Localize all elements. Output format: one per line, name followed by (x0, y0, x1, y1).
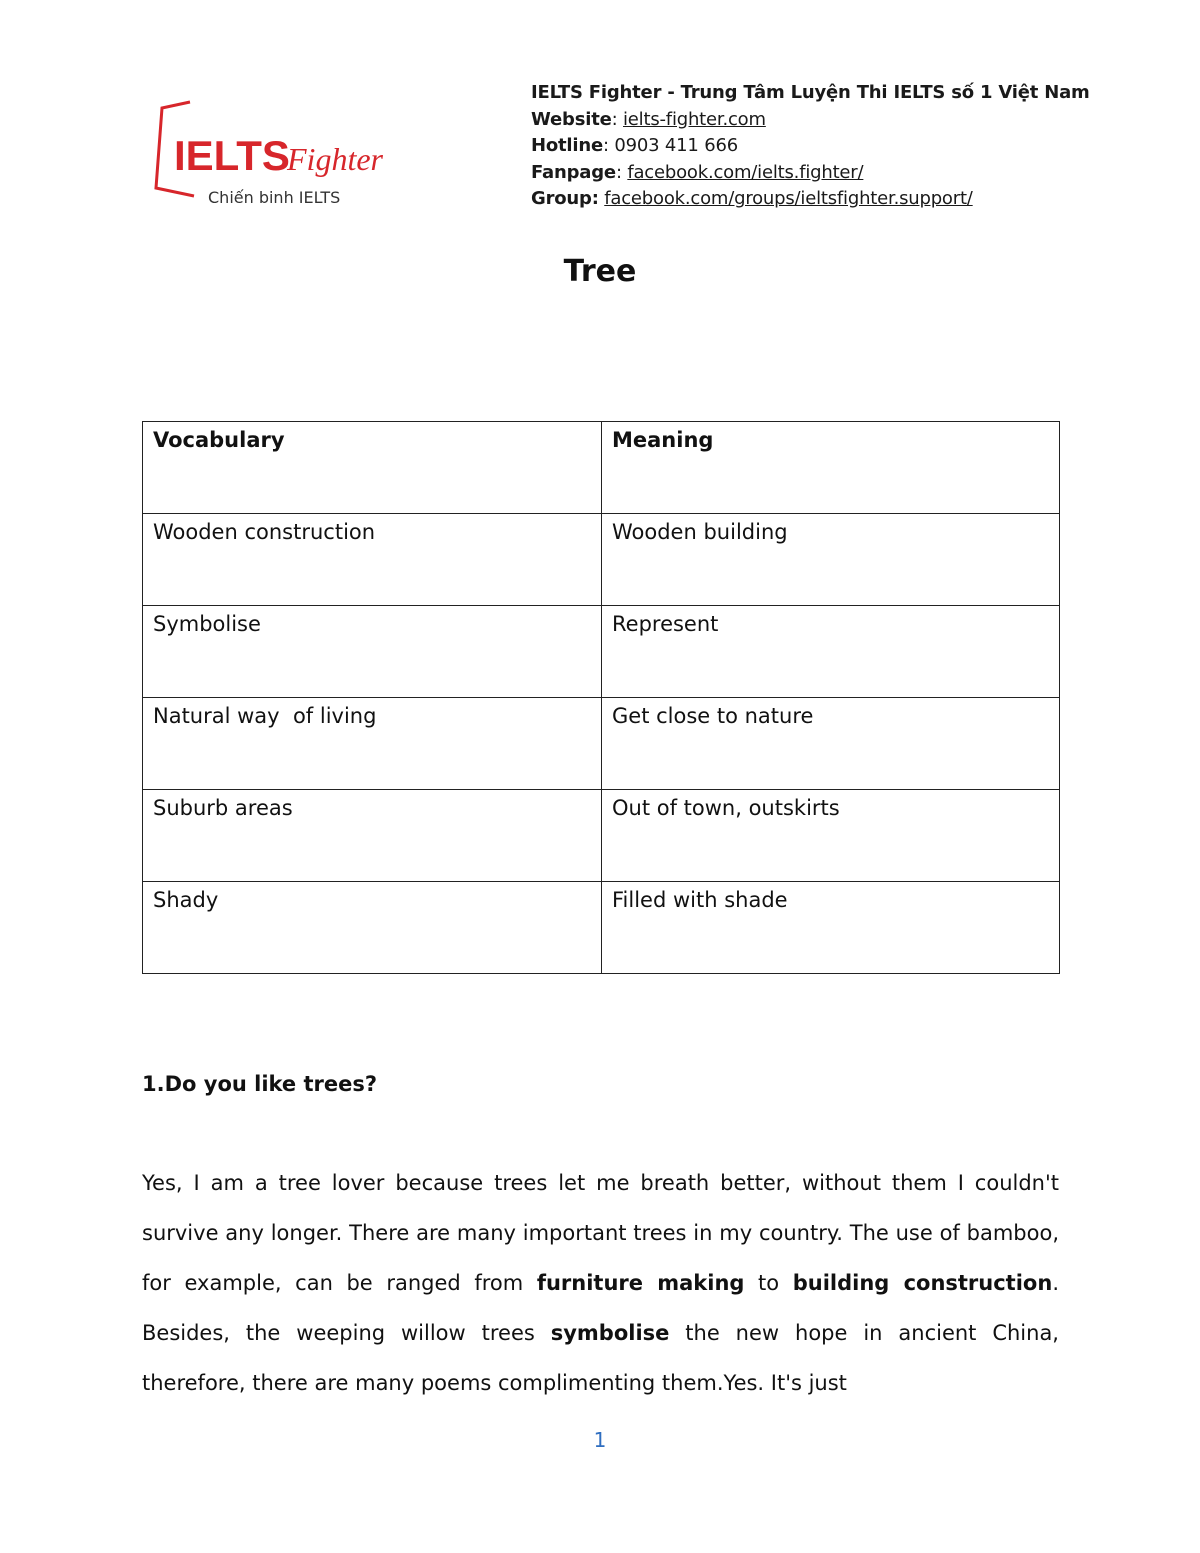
answer-paragraph: Yes, I am a tree lover because trees let me breath better, without them I couldn't survive any longer. There are many important trees in my country. The use of bamboo, for example, can be ranged from furniture making to building construction. Besides, the weeping willow trees symbolise the new hope in ancient China, therefore, there are many poems complimenting them.Yes. It's just (142, 1171, 1059, 1395)
table-row (143, 790, 1060, 882)
table-row (143, 606, 1060, 698)
group-label: Group: (531, 188, 599, 210)
header-meaning: Meaning (602, 422, 1060, 514)
header-vocabulary: Vocabulary (143, 422, 602, 514)
document-title: Tree (563, 254, 637, 289)
table-row (143, 882, 1060, 974)
header-contact-info (531, 80, 1090, 213)
vocab-cell: Shady (143, 882, 602, 974)
meaning-cell: Out of town, outskirts (602, 790, 1060, 882)
fanpage-link[interactable]: facebook.com/ielts.fighter/ (627, 161, 864, 183)
table-row (143, 698, 1060, 790)
vocab-cell: Wooden construction (143, 514, 602, 606)
vocab-cell: Natural way of living (143, 698, 602, 790)
website-link[interactable]: ielts-fighter.com (623, 108, 766, 130)
logo-tagline: Chiến binh IELTS (208, 188, 341, 207)
website-line: Website: ielts-fighter.com (531, 108, 766, 130)
logo-fighter-text: Fighter (287, 141, 383, 177)
logo-ielts-text: IELTS (174, 132, 290, 179)
vocab-cell: Symbolise (143, 606, 602, 698)
highlight-symbolise: symbolise (550, 1321, 670, 1345)
highlight-building-construction: building construction (792, 1271, 1053, 1295)
hotline-label: Hotline (531, 135, 603, 157)
question-heading: 1.Do you like trees? (142, 1072, 378, 1096)
table-header-row (143, 422, 1060, 514)
group-line (531, 186, 1090, 213)
header-title-line: IELTS Fighter - Trung Tâm Luyện Thi IELTS số 1 Việt Nam (531, 82, 1090, 103)
fanpage-label: Fanpage (531, 161, 616, 183)
ielts-fighter-logo (150, 100, 420, 212)
meaning-cell: Represent (602, 606, 1060, 698)
group-link[interactable]: facebook.com/groups/ieltsfighter.support/ (604, 188, 973, 210)
table-row (143, 514, 1060, 606)
page-number: 1 (593, 1428, 607, 1452)
hotline-value: 0903 411 666 (614, 135, 738, 157)
highlight-furniture-making: furniture making (536, 1271, 745, 1295)
meaning-cell: Wooden building (602, 514, 1060, 606)
vocabulary-table (142, 421, 1060, 974)
hotline-line: Hotline: 0903 411 666 (531, 135, 738, 157)
fanpage-line: Fanpage: facebook.com/ielts.fighter/ (531, 161, 864, 183)
meaning-cell: Get close to nature (602, 698, 1060, 790)
meaning-cell: Filled with shade (602, 882, 1060, 974)
website-label: Website (531, 108, 612, 130)
vocab-cell: Suburb areas (143, 790, 602, 882)
